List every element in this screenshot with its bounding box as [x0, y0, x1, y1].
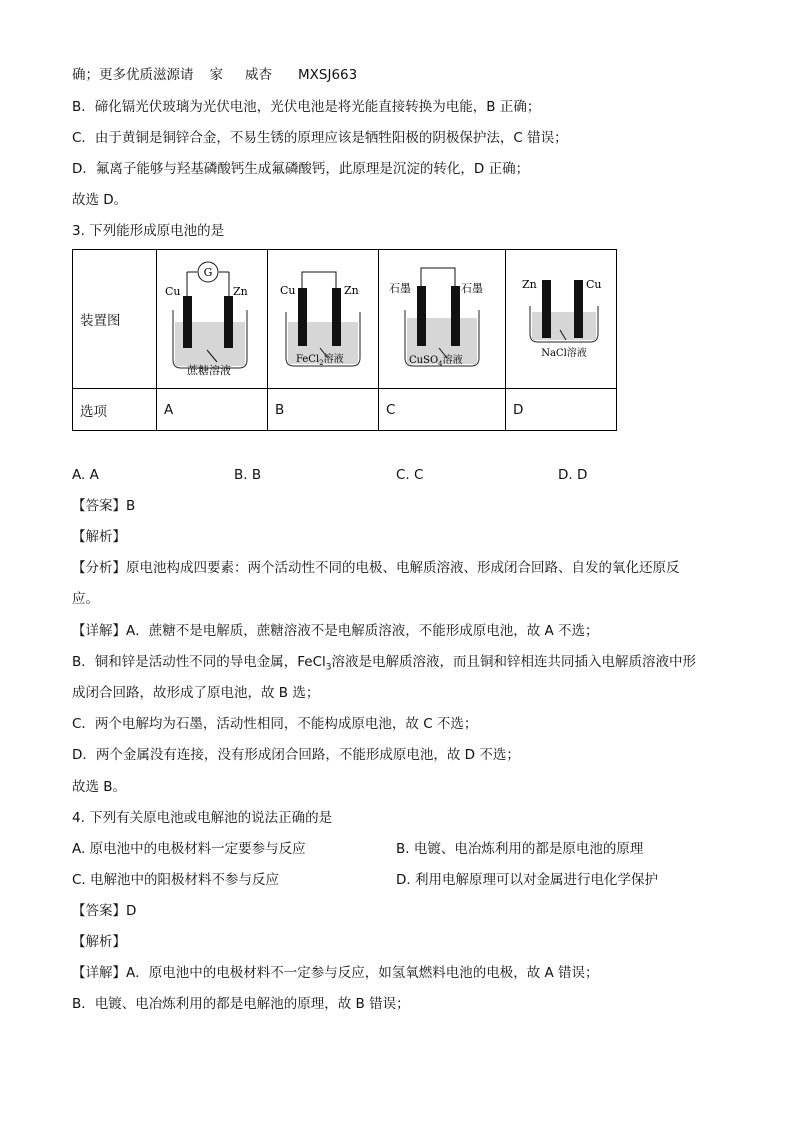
q4-answer — [72, 902, 136, 920]
device-b-diagram — [268, 250, 378, 384]
row-label-option: 选项 — [73, 389, 157, 431]
q3-choice-c: C. C — [396, 467, 424, 483]
q3-choice-a: A. A — [72, 467, 99, 483]
q3-fenxi-1 — [72, 559, 680, 577]
q2-line-c: C．由于黄铜是铜锌合金，不易生锈的原理应该是牺牲阳极的阴极保护法，C 错误； — [72, 130, 568, 146]
device-b-option: B — [268, 389, 379, 431]
device-c-solution: CuSO$_4$溶液 — [409, 355, 463, 368]
device-b-right-electrode: Zn — [344, 284, 359, 297]
q4-answer-value: D — [126, 903, 137, 919]
q4-choice-b: B. 电镀、电冶炼利用的都是原电池的原理 — [396, 841, 644, 857]
device-c-diagram — [379, 250, 505, 384]
q3-stem: 3. 下列能形成原电池的是 — [72, 223, 225, 239]
q3-detail-c: C．两个电解均为石墨，活动性相同，不能构成原电池，故 C 不选； — [72, 716, 478, 732]
q4-detail-a-text: A．原电池中的电极材料不一定参与反应，如氢氧燃料电池的电极，故 A 错误； — [126, 965, 599, 981]
q3-detail-a-text: A．蔗糖不是电解质，蔗糖溶液不是电解质溶液，不能形成原电池，故 A 不选； — [126, 623, 599, 639]
q3-detail-tag: 【详解】 — [72, 623, 126, 639]
device-c-right-electrode: 石墨 — [461, 282, 483, 295]
device-d-option: D — [506, 389, 617, 431]
q3-choice-d: D. D — [558, 467, 588, 483]
device-a-option: A — [157, 389, 268, 431]
q3-choice-b: B. B — [234, 467, 262, 483]
q4-choice-a: A. 原电池中的电极材料一定要参与反应 — [72, 841, 306, 857]
q3-detail-b-sub: 3 — [325, 662, 332, 673]
q3-detail-b-pre: B．铜和锌是活动性不同的导电金属，FeCl — [72, 654, 326, 670]
device-a-left-electrode: Cu — [165, 285, 181, 298]
top-line-prefix: 确；更多优质滋源请 — [72, 67, 194, 83]
device-c-cell — [379, 250, 506, 389]
q3-fenxi-2: 应。 — [72, 591, 99, 607]
device-d-diagram — [506, 250, 616, 384]
device-d-left-electrode: Zn — [522, 278, 537, 291]
q4-answer-tag: 【答案】 — [72, 903, 126, 919]
q4-detail-a — [72, 964, 599, 982]
q2-line-b: B．碲化镉光伏玻璃为光伏电池，光伏电池是将光能直接转换为电能，B 正确； — [72, 99, 541, 115]
device-d-right-electrode: Cu — [586, 278, 602, 291]
q4-detail-b: B．电镀、电冶炼利用的都是电解池的原理，故 B 错误； — [72, 996, 410, 1012]
q2-conclusion: 故选 D。 — [72, 192, 128, 208]
q3-detail-d: D．两个金属没有连接，没有形成闭合回路，不能形成原电池，故 D 不选； — [72, 747, 520, 763]
top-line-gap1: 家 — [209, 67, 223, 83]
q3-detail-b-1 — [72, 653, 696, 677]
device-a-cell — [157, 250, 268, 389]
q4-detail-tag: 【详解】 — [72, 965, 126, 981]
device-b-left-electrode: Cu — [280, 284, 296, 297]
device-table — [72, 249, 617, 431]
device-b-cell — [268, 250, 379, 389]
q3-answer-value: B — [126, 498, 136, 514]
q3-fenxi-tag: 【分析】 — [72, 560, 126, 576]
top-line-gap2: 威杏 — [245, 67, 272, 83]
device-d-solution: NaCl溶液 — [541, 348, 587, 359]
device-c-option: C — [379, 389, 506, 431]
q3-detail-b-2: 成闭合回路，故形成了原电池，故 B 选； — [72, 685, 320, 701]
galvanometer-label: G — [203, 266, 213, 279]
q3-conclusion: 故选 B。 — [72, 779, 127, 795]
q3-detail-a — [72, 622, 599, 640]
q3-detail-b-post: 溶液是电解质溶液，而且铜和锌相连共同插入电解质溶液中形 — [331, 654, 697, 670]
q4-choice-d: D. 利用电解原理可以对金属进行电化学保护 — [396, 872, 658, 888]
q3-answer — [72, 497, 135, 515]
device-a-solution: 蔗糖溶液 — [187, 364, 231, 377]
q4-analysis-tag: 【解析】 — [72, 934, 126, 950]
q2-line-d: D．氟离子能够与羟基磷酸钙生成氟磷酸钙，此原理是沉淀的转化，D 正确； — [72, 161, 530, 177]
top-line — [72, 66, 357, 84]
device-a-diagram — [157, 250, 267, 384]
q4-stem: 4. 下列有关原电池或电解池的说法正确的是 — [72, 810, 333, 826]
q3-answer-tag: 【答案】 — [72, 498, 126, 514]
q3-analysis-tag: 【解析】 — [72, 529, 126, 545]
device-a-right-electrode: Zn — [233, 285, 248, 298]
row-label-device: 装置图 — [73, 250, 157, 389]
device-d-cell — [506, 250, 617, 389]
q3-fenxi-text: 原电池构成四要素：两个活动性不同的电极、电解质溶液、形成闭合回路、自发的氧化还原反 — [126, 560, 680, 576]
top-line-code: MXSJ663 — [298, 67, 358, 83]
device-c-left-electrode: 石墨 — [389, 282, 411, 295]
q4-choice-c: C. 电解池中的阳极材料不参与反应 — [72, 872, 280, 888]
device-b-solution: FeCl$_2$溶液 — [296, 354, 344, 367]
